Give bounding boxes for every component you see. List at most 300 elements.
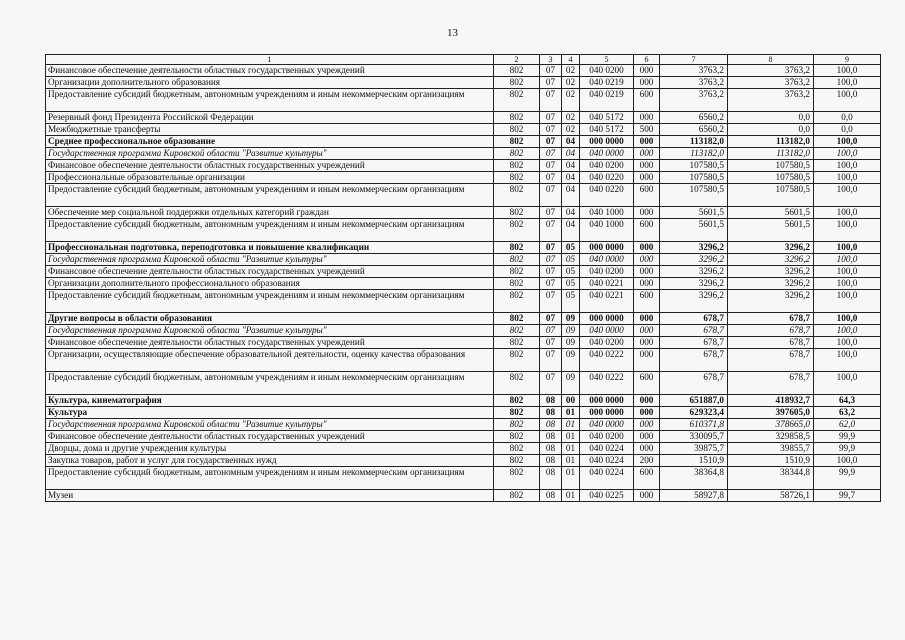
subsection-cell: 04	[562, 148, 580, 160]
subsection-cell: 05	[562, 290, 580, 313]
code-cell: 802	[494, 278, 540, 290]
section-cell: 08	[540, 490, 562, 502]
table-row	[46, 490, 881, 502]
subsection-cell: 09	[562, 337, 580, 349]
expense-type-cell: 000	[634, 443, 660, 455]
subsection-cell: 04	[562, 160, 580, 172]
code-cell: 802	[494, 124, 540, 136]
expense-type-cell: 000	[634, 337, 660, 349]
actual-amount-cell: 5601,5	[728, 219, 814, 242]
table-row	[46, 242, 881, 254]
subsection-cell: 01	[562, 431, 580, 443]
table-row	[46, 207, 881, 219]
percent-cell: 100,0	[814, 65, 881, 77]
planned-amount-cell: 330095,7	[660, 431, 728, 443]
row-name-cell: Предоставление субсидий бюджетным, автономным учреждениям и иным некоммерческим организациям	[46, 290, 494, 313]
subsection-cell: 09	[562, 372, 580, 395]
code-cell: 802	[494, 395, 540, 407]
percent-cell: 99,9	[814, 431, 881, 443]
target-article-cell: 040 0000	[580, 148, 634, 160]
target-article-cell: 040 0200	[580, 337, 634, 349]
section-cell: 08	[540, 395, 562, 407]
header-cell: 2	[494, 55, 540, 65]
section-cell: 07	[540, 112, 562, 124]
code-cell: 802	[494, 89, 540, 112]
table-row	[46, 124, 881, 136]
planned-amount-cell: 107580,5	[660, 184, 728, 207]
section-cell: 07	[540, 372, 562, 395]
percent-cell: 100,0	[814, 372, 881, 395]
target-article-cell: 040 5172	[580, 112, 634, 124]
actual-amount-cell: 3296,2	[728, 266, 814, 278]
row-name-cell: Организации дополнительного профессионального образования	[46, 278, 494, 290]
actual-amount-cell: 5601,5	[728, 207, 814, 219]
row-name-cell: Предоставление субсидий бюджетным, автономным учреждениям и иным некоммерческим организациям	[46, 89, 494, 112]
row-name-cell: Финансовое обеспечение деятельности областных государственных учреждений	[46, 65, 494, 77]
planned-amount-cell: 678,7	[660, 325, 728, 337]
section-cell: 08	[540, 455, 562, 467]
target-article-cell: 000 0000	[580, 395, 634, 407]
subsection-cell: 01	[562, 419, 580, 431]
section-cell: 07	[540, 242, 562, 254]
planned-amount-cell: 5601,5	[660, 207, 728, 219]
header-cell: 8	[728, 55, 814, 65]
actual-amount-cell: 0,0	[728, 124, 814, 136]
actual-amount-cell: 3763,2	[728, 89, 814, 112]
subsection-cell: 01	[562, 455, 580, 467]
table-row	[46, 395, 881, 407]
planned-amount-cell: 113182,0	[660, 148, 728, 160]
section-cell: 08	[540, 467, 562, 490]
actual-amount-cell: 107580,5	[728, 184, 814, 207]
percent-cell: 100,0	[814, 219, 881, 242]
section-cell: 07	[540, 266, 562, 278]
percent-cell: 100,0	[814, 278, 881, 290]
subsection-cell: 01	[562, 443, 580, 455]
table-row	[46, 77, 881, 89]
planned-amount-cell: 107580,5	[660, 172, 728, 184]
expense-type-cell: 000	[634, 254, 660, 266]
planned-amount-cell: 39875,7	[660, 443, 728, 455]
code-cell: 802	[494, 443, 540, 455]
planned-amount-cell: 3763,2	[660, 89, 728, 112]
table-row	[46, 112, 881, 124]
actual-amount-cell: 0,0	[728, 112, 814, 124]
planned-amount-cell: 678,7	[660, 337, 728, 349]
budget-table	[45, 54, 881, 502]
actual-amount-cell: 3763,2	[728, 65, 814, 77]
subsection-cell: 04	[562, 136, 580, 148]
planned-amount-cell: 38364,8	[660, 467, 728, 490]
section-cell: 07	[540, 219, 562, 242]
percent-cell: 100,0	[814, 313, 881, 325]
code-cell: 802	[494, 349, 540, 372]
row-name-cell: Закупка товаров, работ и услуг для государственных нужд	[46, 455, 494, 467]
target-article-cell: 000 0000	[580, 136, 634, 148]
expense-type-cell: 000	[634, 431, 660, 443]
table-row	[46, 337, 881, 349]
expense-type-cell: 200	[634, 455, 660, 467]
planned-amount-cell: 3763,2	[660, 77, 728, 89]
code-cell: 802	[494, 172, 540, 184]
row-name-cell: Дворцы, дома и другие учреждения культуры	[46, 443, 494, 455]
header-cell: 9	[814, 55, 881, 65]
expense-type-cell: 600	[634, 290, 660, 313]
percent-cell: 100,0	[814, 254, 881, 266]
expense-type-cell: 600	[634, 467, 660, 490]
target-article-cell: 040 0222	[580, 372, 634, 395]
planned-amount-cell: 3296,2	[660, 254, 728, 266]
expense-type-cell: 000	[634, 419, 660, 431]
target-article-cell: 000 0000	[580, 313, 634, 325]
expense-type-cell: 000	[634, 172, 660, 184]
section-cell: 07	[540, 65, 562, 77]
row-name-cell: Предоставление субсидий бюджетным, автономным учреждениям и иным некоммерческим организациям	[46, 219, 494, 242]
code-cell: 802	[494, 207, 540, 219]
percent-cell: 100,0	[814, 148, 881, 160]
section-cell: 07	[540, 278, 562, 290]
section-cell: 07	[540, 290, 562, 313]
section-cell: 08	[540, 443, 562, 455]
subsection-cell: 01	[562, 467, 580, 490]
actual-amount-cell: 3296,2	[728, 278, 814, 290]
actual-amount-cell: 3296,2	[728, 290, 814, 313]
percent-cell: 99,9	[814, 467, 881, 490]
expense-type-cell: 600	[634, 219, 660, 242]
target-article-cell: 040 0222	[580, 349, 634, 372]
percent-cell: 100,0	[814, 325, 881, 337]
planned-amount-cell: 629323,4	[660, 407, 728, 419]
percent-cell: 100,0	[814, 136, 881, 148]
target-article-cell: 040 0000	[580, 419, 634, 431]
header-cell: 4	[562, 55, 580, 65]
target-article-cell: 040 0200	[580, 266, 634, 278]
target-article-cell: 040 0200	[580, 431, 634, 443]
table-row	[46, 136, 881, 148]
row-name-cell: Предоставление субсидий бюджетным, автономным учреждениям и иным некоммерческим организациям	[46, 467, 494, 490]
header-cell: 3	[540, 55, 562, 65]
target-article-cell: 040 0000	[580, 325, 634, 337]
actual-amount-cell: 329858,5	[728, 431, 814, 443]
subsection-cell: 02	[562, 112, 580, 124]
actual-amount-cell: 3296,2	[728, 242, 814, 254]
row-name-cell: Финансовое обеспечение деятельности областных государственных учреждений	[46, 160, 494, 172]
planned-amount-cell: 3296,2	[660, 242, 728, 254]
planned-amount-cell: 58927,8	[660, 490, 728, 502]
section-cell: 08	[540, 431, 562, 443]
percent-cell: 100,0	[814, 184, 881, 207]
subsection-cell: 04	[562, 219, 580, 242]
header-cell: 5	[580, 55, 634, 65]
planned-amount-cell: 107580,5	[660, 160, 728, 172]
code-cell: 802	[494, 490, 540, 502]
planned-amount-cell: 678,7	[660, 372, 728, 395]
code-cell: 802	[494, 290, 540, 313]
target-article-cell: 040 0225	[580, 490, 634, 502]
expense-type-cell: 000	[634, 349, 660, 372]
row-name-cell: Организации дополнительного образования	[46, 77, 494, 89]
target-article-cell: 040 1000	[580, 207, 634, 219]
expense-type-cell: 600	[634, 184, 660, 207]
target-article-cell: 040 5172	[580, 124, 634, 136]
row-name-cell: Культура	[46, 407, 494, 419]
code-cell: 802	[494, 254, 540, 266]
planned-amount-cell: 678,7	[660, 349, 728, 372]
section-cell: 07	[540, 124, 562, 136]
code-cell: 802	[494, 325, 540, 337]
planned-amount-cell: 6560,2	[660, 112, 728, 124]
table-row	[46, 172, 881, 184]
table-row	[46, 148, 881, 160]
row-name-cell: Предоставление субсидий бюджетным, автономным учреждениям и иным некоммерческим организациям	[46, 372, 494, 395]
target-article-cell: 040 0224	[580, 455, 634, 467]
section-cell: 07	[540, 172, 562, 184]
actual-amount-cell: 107580,5	[728, 160, 814, 172]
percent-cell: 100,0	[814, 349, 881, 372]
expense-type-cell: 600	[634, 89, 660, 112]
table-row	[46, 278, 881, 290]
section-cell: 08	[540, 407, 562, 419]
actual-amount-cell: 678,7	[728, 349, 814, 372]
header-cell: 7	[660, 55, 728, 65]
row-name-cell: Предоставление субсидий бюджетным, автономным учреждениям и иным некоммерческим организациям	[46, 184, 494, 207]
percent-cell: 62,0	[814, 419, 881, 431]
actual-amount-cell: 678,7	[728, 337, 814, 349]
target-article-cell: 040 0219	[580, 89, 634, 112]
expense-type-cell: 600	[634, 372, 660, 395]
expense-type-cell: 000	[634, 148, 660, 160]
table-row	[46, 467, 881, 490]
code-cell: 802	[494, 407, 540, 419]
subsection-cell: 05	[562, 254, 580, 266]
percent-cell: 99,9	[814, 443, 881, 455]
section-cell: 07	[540, 148, 562, 160]
section-cell: 07	[540, 337, 562, 349]
target-article-cell: 040 0220	[580, 184, 634, 207]
code-cell: 802	[494, 219, 540, 242]
actual-amount-cell: 3296,2	[728, 254, 814, 266]
actual-amount-cell: 39855,7	[728, 443, 814, 455]
code-cell: 802	[494, 467, 540, 490]
percent-cell: 100,0	[814, 207, 881, 219]
planned-amount-cell: 6560,2	[660, 124, 728, 136]
table-row	[46, 219, 881, 242]
target-article-cell: 040 0200	[580, 160, 634, 172]
expense-type-cell: 000	[634, 207, 660, 219]
table-row	[46, 372, 881, 395]
subsection-cell: 04	[562, 207, 580, 219]
planned-amount-cell: 1510,9	[660, 455, 728, 467]
subsection-cell: 09	[562, 313, 580, 325]
row-name-cell: Государственная программа Кировской области "Развитие культуры"	[46, 254, 494, 266]
row-name-cell: Финансовое обеспечение деятельности областных государственных учреждений	[46, 431, 494, 443]
table-row	[46, 89, 881, 112]
target-article-cell: 040 0000	[580, 254, 634, 266]
actual-amount-cell: 113182,0	[728, 148, 814, 160]
section-cell: 07	[540, 313, 562, 325]
actual-amount-cell: 678,7	[728, 325, 814, 337]
percent-cell: 100,0	[814, 172, 881, 184]
percent-cell: 100,0	[814, 160, 881, 172]
row-name-cell: Финансовое обеспечение деятельности областных государственных учреждений	[46, 266, 494, 278]
planned-amount-cell: 113182,0	[660, 136, 728, 148]
row-name-cell: Государственная программа Кировской области "Развитие культуры"	[46, 419, 494, 431]
expense-type-cell: 000	[634, 278, 660, 290]
planned-amount-cell: 610371,8	[660, 419, 728, 431]
table-row	[46, 455, 881, 467]
target-article-cell: 040 1000	[580, 219, 634, 242]
code-cell: 802	[494, 372, 540, 395]
subsection-cell: 04	[562, 184, 580, 207]
actual-amount-cell: 3763,2	[728, 77, 814, 89]
table-row	[46, 313, 881, 325]
percent-cell: 0,0	[814, 112, 881, 124]
target-article-cell: 040 0221	[580, 278, 634, 290]
section-cell: 07	[540, 77, 562, 89]
percent-cell: 100,0	[814, 337, 881, 349]
target-article-cell: 040 0221	[580, 290, 634, 313]
actual-amount-cell: 678,7	[728, 372, 814, 395]
row-name-cell: Обеспечение мер социальной поддержки отдельных категорий граждан	[46, 207, 494, 219]
planned-amount-cell: 3296,2	[660, 290, 728, 313]
planned-amount-cell: 3296,2	[660, 266, 728, 278]
code-cell: 802	[494, 337, 540, 349]
planned-amount-cell: 678,7	[660, 313, 728, 325]
code-cell: 802	[494, 455, 540, 467]
subsection-cell: 05	[562, 266, 580, 278]
code-cell: 802	[494, 313, 540, 325]
percent-cell: 100,0	[814, 77, 881, 89]
percent-cell: 63,2	[814, 407, 881, 419]
percent-cell: 100,0	[814, 455, 881, 467]
subsection-cell: 04	[562, 172, 580, 184]
actual-amount-cell: 58726,1	[728, 490, 814, 502]
actual-amount-cell: 1510,9	[728, 455, 814, 467]
actual-amount-cell: 378665,0	[728, 419, 814, 431]
percent-cell: 100,0	[814, 290, 881, 313]
subsection-cell: 05	[562, 278, 580, 290]
section-cell: 07	[540, 349, 562, 372]
expense-type-cell: 000	[634, 313, 660, 325]
section-cell: 07	[540, 325, 562, 337]
subsection-cell: 02	[562, 89, 580, 112]
expense-type-cell: 500	[634, 124, 660, 136]
section-cell: 07	[540, 207, 562, 219]
row-name-cell: Государственная программа Кировской области "Развитие культуры"	[46, 148, 494, 160]
percent-cell: 64,3	[814, 395, 881, 407]
header-cell: 6	[634, 55, 660, 65]
percent-cell: 100,0	[814, 242, 881, 254]
expense-type-cell: 000	[634, 160, 660, 172]
table-body	[46, 55, 881, 502]
table-row	[46, 431, 881, 443]
section-cell: 07	[540, 160, 562, 172]
section-cell: 07	[540, 254, 562, 266]
table-row	[46, 325, 881, 337]
row-name-cell: Среднее профессиональное образование	[46, 136, 494, 148]
actual-amount-cell: 397605,0	[728, 407, 814, 419]
percent-cell: 99,7	[814, 490, 881, 502]
percent-cell: 100,0	[814, 89, 881, 112]
subsection-cell: 01	[562, 490, 580, 502]
table-row	[46, 184, 881, 207]
code-cell: 802	[494, 242, 540, 254]
expense-type-cell: 000	[634, 112, 660, 124]
target-article-cell: 040 0224	[580, 467, 634, 490]
table-row	[46, 443, 881, 455]
row-name-cell: Музеи	[46, 490, 494, 502]
table-row	[46, 349, 881, 372]
table-row	[46, 290, 881, 313]
code-cell: 802	[494, 112, 540, 124]
expense-type-cell: 000	[634, 77, 660, 89]
expense-type-cell: 000	[634, 65, 660, 77]
code-cell: 802	[494, 148, 540, 160]
page-number: 13	[447, 27, 458, 39]
subsection-cell: 01	[562, 407, 580, 419]
percent-cell: 0,0	[814, 124, 881, 136]
section-cell: 07	[540, 136, 562, 148]
expense-type-cell: 000	[634, 490, 660, 502]
row-name-cell: Профессиональная подготовка, переподготовка и повышение квалификации	[46, 242, 494, 254]
expense-type-cell: 000	[634, 266, 660, 278]
row-name-cell: Межбюджетные трансферты	[46, 124, 494, 136]
code-cell: 802	[494, 184, 540, 207]
planned-amount-cell: 3296,2	[660, 278, 728, 290]
section-cell: 08	[540, 419, 562, 431]
subsection-cell: 09	[562, 349, 580, 372]
table-row	[46, 419, 881, 431]
planned-amount-cell: 3763,2	[660, 65, 728, 77]
target-article-cell: 040 0219	[580, 77, 634, 89]
expense-type-cell: 000	[634, 395, 660, 407]
planned-amount-cell: 5601,5	[660, 219, 728, 242]
expense-type-cell: 000	[634, 136, 660, 148]
code-cell: 802	[494, 65, 540, 77]
actual-amount-cell: 418932,7	[728, 395, 814, 407]
row-name-cell: Культура, кинематография	[46, 395, 494, 407]
target-article-cell: 000 0000	[580, 407, 634, 419]
section-cell: 07	[540, 89, 562, 112]
target-article-cell: 000 0000	[580, 242, 634, 254]
subsection-cell: 02	[562, 65, 580, 77]
actual-amount-cell: 38344,8	[728, 467, 814, 490]
table-row	[46, 160, 881, 172]
actual-amount-cell: 107580,5	[728, 172, 814, 184]
subsection-cell: 00	[562, 395, 580, 407]
row-name-cell: Финансовое обеспечение деятельности областных государственных учреждений	[46, 337, 494, 349]
target-article-cell: 040 0220	[580, 172, 634, 184]
row-name-cell: Государственная программа Кировской области "Развитие культуры"	[46, 325, 494, 337]
subsection-cell: 09	[562, 325, 580, 337]
target-article-cell: 040 0200	[580, 65, 634, 77]
table-row	[46, 65, 881, 77]
expense-type-cell: 000	[634, 407, 660, 419]
code-cell: 802	[494, 431, 540, 443]
row-name-cell: Другие вопросы в области образования	[46, 313, 494, 325]
actual-amount-cell: 678,7	[728, 313, 814, 325]
table-row	[46, 254, 881, 266]
row-name-cell: Резервный фонд Президента Российской Федерации	[46, 112, 494, 124]
table-row	[46, 407, 881, 419]
code-cell: 802	[494, 266, 540, 278]
target-article-cell: 040 0224	[580, 443, 634, 455]
code-cell: 802	[494, 136, 540, 148]
subsection-cell: 02	[562, 77, 580, 89]
table-row	[46, 266, 881, 278]
code-cell: 802	[494, 419, 540, 431]
planned-amount-cell: 651887,0	[660, 395, 728, 407]
